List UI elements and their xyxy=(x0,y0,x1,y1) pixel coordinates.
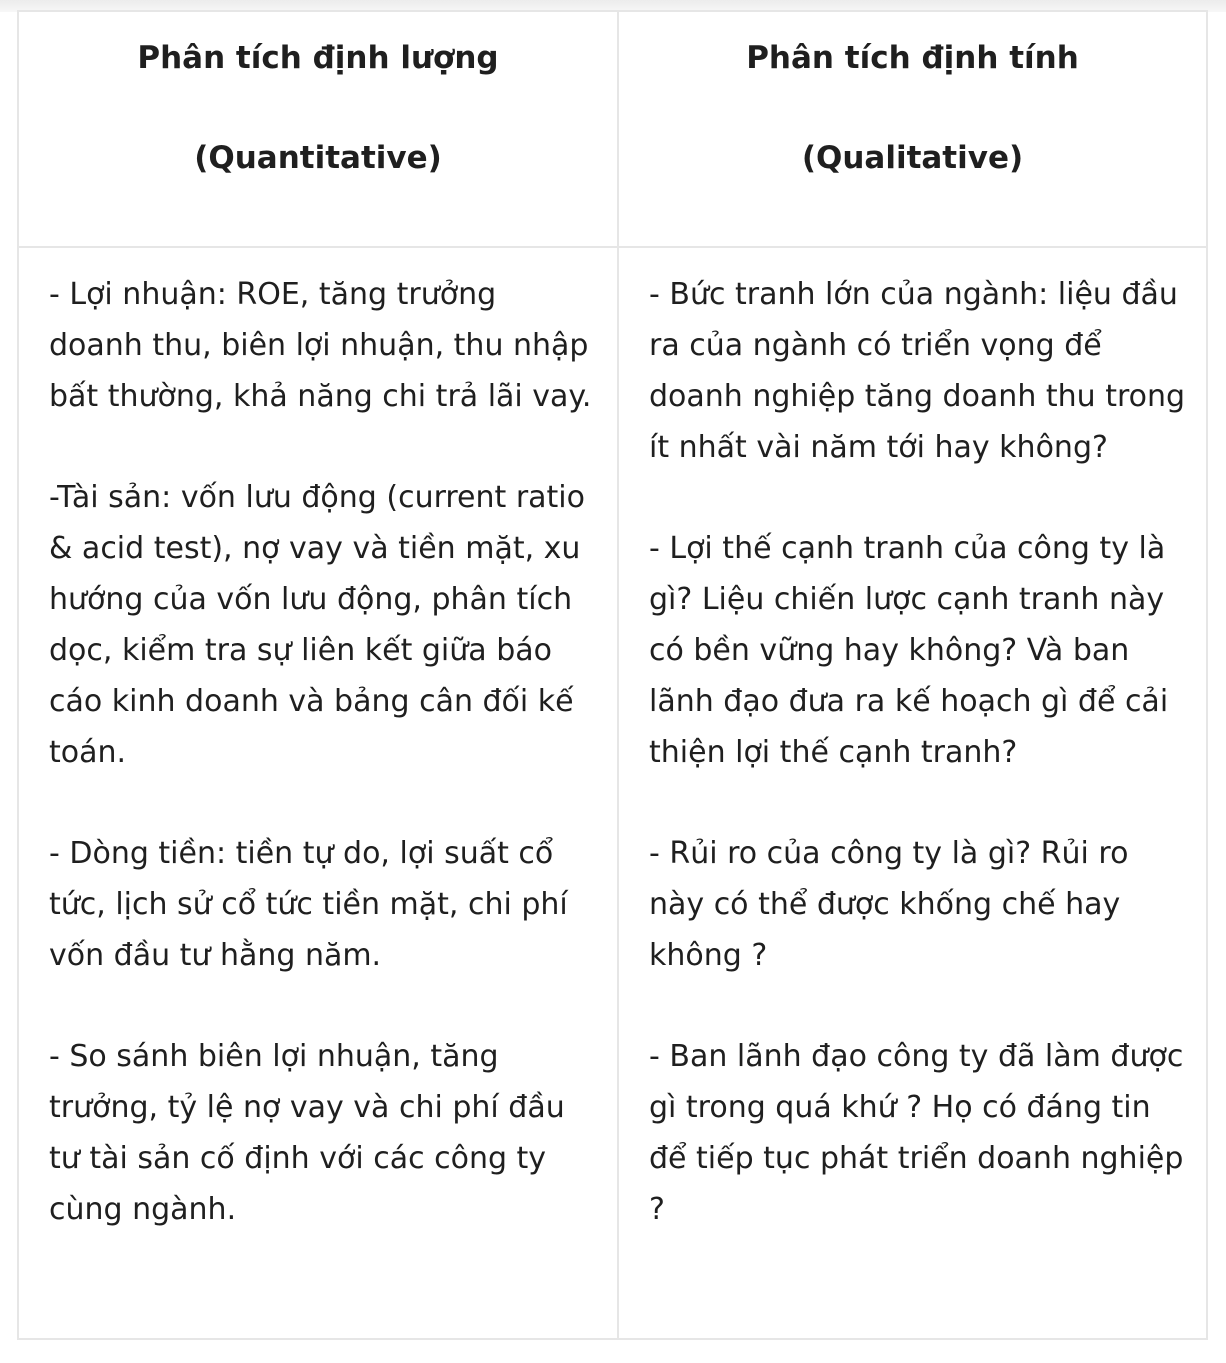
qualitative-risk: - Rủi ro của công ty là gì? Rủi ro này có thể được khống chế hay không ? xyxy=(649,836,1129,973)
table-body-row xyxy=(18,247,1207,1339)
qualitative-header xyxy=(618,11,1207,247)
quantitative-cashflow: - Dòng tiền: tiền tự do, lợi suất cổ tức, lịch sử cổ tức tiền mặt, chi phí vốn đầu tư hằng năm. xyxy=(49,836,568,973)
qualitative-advantage: - Lợi thế cạnh tranh của công ty là gì? Liệu chiến lược cạnh tranh này có bền vững hay không? Và ban lãnh đạo đưa ra kế hoạch gì để cải thiện lợi thế cạnh tranh? xyxy=(649,531,1169,770)
header-spacer xyxy=(19,83,617,133)
quantitative-profit: - Lợi nhuận: ROE, tăng trưởng doanh thu, biên lợi nhuận, thu nhập bất thường, khả năng chi trả lãi vay. xyxy=(49,277,592,414)
quantitative-assets: -Tài sản: vốn lưu động (current ratio & acid test), nợ vay và tiền mặt, xu hướng của vốn lưu động, phân tích dọc, kiểm tra sự liên kết giữa báo cáo kinh doanh và bảng cân đối kế toán. xyxy=(49,480,586,770)
qualitative-cell xyxy=(618,247,1207,1339)
qualitative-industry: - Bức tranh lớn của ngành: liệu đầu ra của ngành có triển vọng để doanh nghiệp tăng doanh thu trong ít nhất vài năm tới hay không? xyxy=(649,277,1186,465)
quantitative-header xyxy=(18,11,618,247)
comparison-table xyxy=(17,10,1208,1340)
header-spacer xyxy=(619,83,1206,133)
quantitative-cell xyxy=(18,247,618,1339)
quantitative-title: Phân tích định lượng xyxy=(137,40,499,76)
qualitative-management: - Ban lãnh đạo công ty đã làm được gì trong quá khứ ? Họ có đáng tin để tiếp tục phát triển doanh nghiệp ? xyxy=(649,1039,1184,1227)
table-header-row xyxy=(18,11,1207,247)
qualitative-title: Phân tích định tính xyxy=(746,40,1079,76)
qualitative-subtitle: (Qualitative) xyxy=(801,140,1024,176)
quantitative-comparison: - So sánh biên lợi nhuận, tăng trưởng, tỷ lệ nợ vay và chi phí đầu tư tài sản cố định với các công ty cùng ngành. xyxy=(49,1039,565,1227)
quantitative-subtitle: (Quantitative) xyxy=(194,140,442,176)
